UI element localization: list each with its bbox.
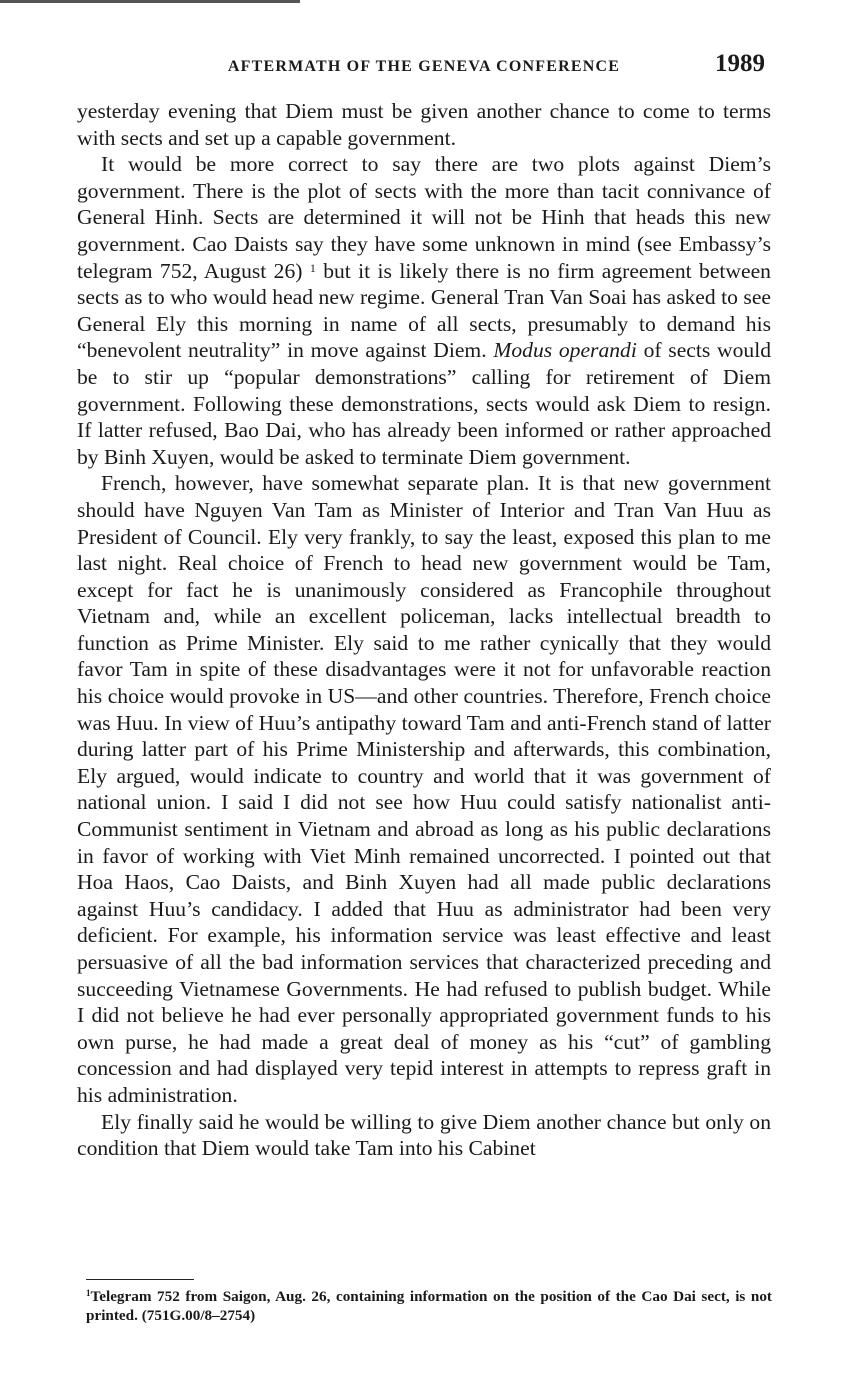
running-header bbox=[77, 50, 771, 86]
text-run: yesterday evening that Diem must be given another chance to come to terms with sects and set up a capable government. bbox=[77, 99, 771, 150]
footnote bbox=[86, 1287, 772, 1325]
text-run: Ely finally said he would be willing to give Diem another chance but only on condition that Diem would take Tam into his Cabinet bbox=[77, 1109, 771, 1161]
text-run: French, however, have somewhat separate plan. It is that new government should have Nguyen Van Tam as Minister of Interior and Tran Van Huu as President of Council. Ely very frankly, to say the least, exposed this plan to me last night. Real choice of French to head new government would be Tam, except for fact he is unanimously considered as Francophile throughout Vietnam and, while an excellent policeman, lacks intellectual breadth to function as Prime Minister. Ely said to me rather cynically that they would favor Tam in spite of these disadvantages were it not for unfavorable reaction his choice would provoke in US—and other countries. Therefore, French choice was Huu. In view of Huu’s antipathy toward Tam and anti-French stand of latter during latter part of his Prime Ministership and afterwards, this combination, Ely argued, would indicate to country and world that it was government of national union. I said I did not see how Huu could satisfy nationalist anti-Communist sentiment in Vietnam and abroad as long as his public declarations in favor of working with Viet Minh remained uncorrected. I pointed out that Hoa Haos, Cao Daists, and Binh Xuyen had all made public declarations against Huu’s candidacy. I added that Huu as administrator had been very deficient. For example, his information service was least effective and least persuasive of all the bad information services that characterized preceding and succeeding Vietnamese Governments. He had refused to publish budget. While I did not believe he had ever personally appropriated government funds to his own purse, he had made a great deal of money as his “cut” of gambling concession and had displayed very tepid interest in attempts to repress graft in his administration. bbox=[77, 471, 771, 1107]
running-title: AFTERMATH OF THE GENEVA CONFERENCE bbox=[227, 58, 621, 75]
paragraph bbox=[77, 1109, 771, 1162]
page-number: 1989 bbox=[715, 50, 765, 77]
page-content bbox=[77, 50, 771, 1162]
footnote-reference: 1 bbox=[309, 260, 316, 275]
text-run: of sects would be to stir up “popular demonstrations” calling for retirement of Diem government. Following these demonstrations, sects would ask Diem to resign. If latter refused, Bao Dai, who has already been informed or rather approached by Binh Xuyen, would be asked to terminate Diem government. bbox=[77, 338, 772, 469]
footnote-marker: 1 bbox=[86, 1288, 91, 1298]
body-text bbox=[77, 98, 771, 1162]
paragraph bbox=[77, 470, 771, 1108]
footnote-rule bbox=[86, 1279, 194, 1280]
italic-phrase: Modus operandi bbox=[493, 338, 637, 363]
paragraph bbox=[77, 98, 771, 151]
paragraph bbox=[77, 151, 771, 470]
top-edge-rule bbox=[0, 0, 300, 3]
footnote-text: Telegram 752 from Saigon, Aug. 26, containing information on the position of the Cao Dai sect, is not printed. (751G.00/8–2754) bbox=[86, 1288, 772, 1324]
text-run: It would be more correct to say there are two plots against Diem’s government. There is the plot of sects with the more than tacit connivance of General Hinh. Sects are determined it will not be Hinh that heads this new government. Cao Daists say they have some unknown in mind (see Embassy’s telegram 752, August 26) bbox=[77, 152, 771, 283]
text-run: but it is likely there is no firm agreement between sects as to who would head new regime. General Tran Van Soai has asked to see General Ely this morning in name of all sects, presumably to demand his “benevolent neutrality” in move against Diem. bbox=[77, 258, 771, 363]
